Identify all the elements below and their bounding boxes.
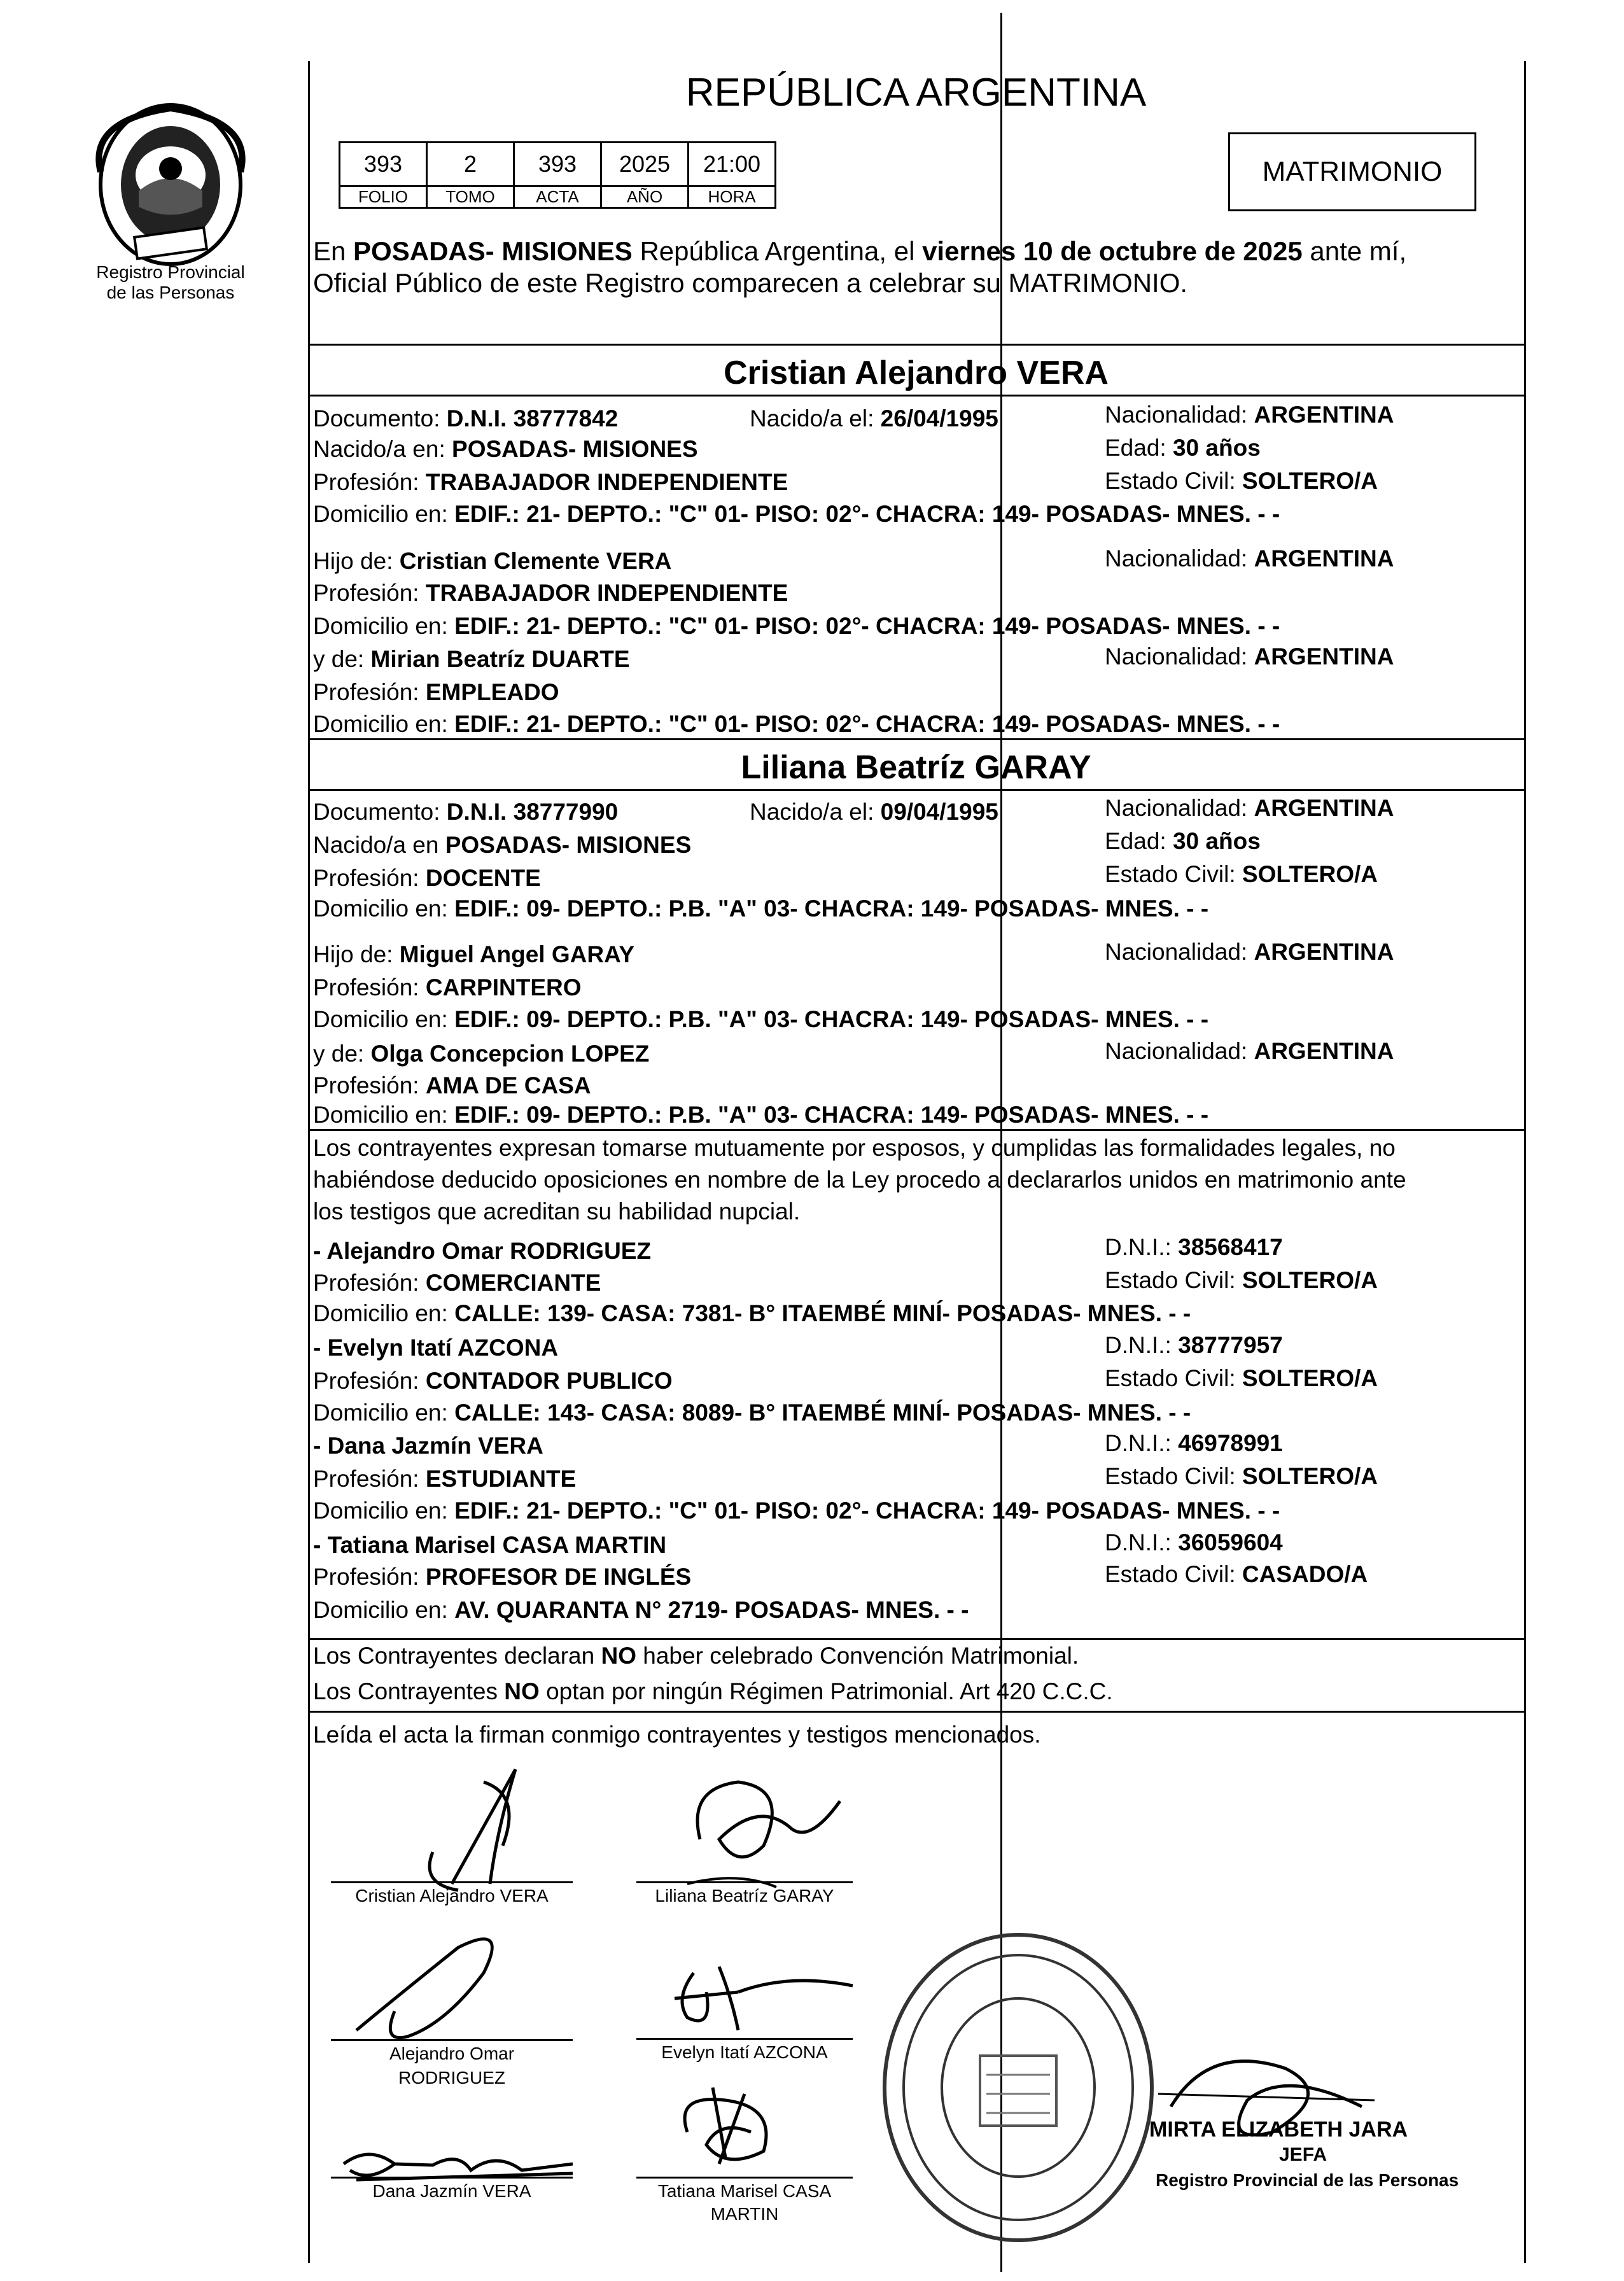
tomo-label: TOMO xyxy=(427,186,514,208)
signature-1-icon xyxy=(356,1757,585,1897)
signature-line xyxy=(636,2038,853,2040)
logo-caption-1: Registro Provincial xyxy=(96,262,245,282)
c1-father-addr: Domicilio en: EDIF.: 21- DEPTO.: "C" 01- PISO: 02°- CHACRA: 149- POSADAS- MNES. - - xyxy=(313,613,1280,639)
divider xyxy=(308,344,1524,346)
c1-father-nat: Nacionalidad: ARGENTINA xyxy=(1105,545,1394,572)
c2-civil: Estado Civil: SOLTERO/A xyxy=(1105,861,1378,887)
witness-dni: D.N.I.: 38568417 xyxy=(1105,1234,1283,1260)
c1-mother-prof: Profesión: EMPLEADO xyxy=(313,679,559,705)
witness-addr: Domicilio en: CALLE: 143- CASA: 8089- B° ITAEMBÉ MINÍ- POSADAS- MNES. - - xyxy=(313,1400,1191,1426)
anio-value: 2025 xyxy=(601,143,689,186)
doc-type-box: MATRIMONIO xyxy=(1228,132,1476,211)
c1-mother-addr: Domicilio en: EDIF.: 21- DEPTO.: "C" 01- PISO: 02°- CHACRA: 149- POSADAS- MNES. - - xyxy=(313,711,1280,737)
witness-dni: D.N.I.: 36059604 xyxy=(1105,1529,1283,1555)
signature-5-name: Dana Jazmín VERA xyxy=(372,2181,531,2201)
c2-prof: Profesión: DOCENTE xyxy=(313,865,541,891)
c1-nat: Nacionalidad: ARGENTINA xyxy=(1105,402,1394,428)
signature-3-icon xyxy=(344,1922,547,2049)
official-name: MIRTA ELIZABETH JARA xyxy=(1149,2117,1408,2142)
witness-prof: Profesión: COMERCIANTE xyxy=(313,1270,601,1296)
misiones-seal-icon xyxy=(75,95,266,267)
c2-mother: y de: Olga Concepcion LOPEZ xyxy=(313,1041,650,1067)
declaration-line-2: habiéndose deducido oposiciones en nombre de la Ley procedo a declararlos unidos en matrimonio ante xyxy=(313,1167,1406,1193)
witness-name: - Evelyn Itatí AZCONA xyxy=(313,1335,559,1361)
c2-doc: Documento: D.N.I. 38777990 xyxy=(313,799,619,825)
c1-doc: Documento: D.N.I. 38777842 xyxy=(313,405,619,432)
witness-name: - Dana Jazmín VERA xyxy=(313,1433,543,1459)
tomo-value: 2 xyxy=(427,143,514,186)
hora-value: 21:00 xyxy=(689,143,776,186)
witness-civil: Estado Civil: SOLTERO/A xyxy=(1105,1267,1378,1293)
patrimonial-line-2: Los Contrayentes NO optan por ningún Régimen Patrimonial. Art 420 C.C.C. xyxy=(313,1678,1113,1704)
witness-prof: Profesión: CONTADOR PUBLICO xyxy=(313,1368,673,1394)
signature-3-name-2: RODRIGUEZ xyxy=(398,2068,505,2088)
signature-6-icon xyxy=(649,2068,827,2177)
signature-4-name: Evelyn Itatí AZCONA xyxy=(661,2042,828,2062)
signature-6-name-1: Tatiana Marisel CASA xyxy=(657,2181,832,2201)
province-logo xyxy=(75,95,266,312)
c1-prof: Profesión: TRABAJADOR INDEPENDIENTE xyxy=(313,469,788,495)
signature-line xyxy=(636,1881,853,1883)
closing-text: Leída el acta la firman conmigo contrayentes y testigos mencionados. xyxy=(313,1722,1041,1748)
c2-addr: Domicilio en: EDIF.: 09- DEPTO.: P.B. "A" 03- CHACRA: 149- POSADAS- MNES. - - xyxy=(313,895,1209,922)
hora-label: HORA xyxy=(689,186,776,208)
acta-label: ACTA xyxy=(514,186,601,208)
c1-place: Nacido/a en: POSADAS- MISIONES xyxy=(313,436,698,462)
c1-age: Edad: 30 años xyxy=(1105,435,1261,461)
divider xyxy=(308,1711,1524,1713)
c2-place: Nacido/a en POSADAS- MISIONES xyxy=(313,832,692,858)
divider xyxy=(308,1638,1524,1640)
witness-civil: Estado Civil: SOLTERO/A xyxy=(1105,1365,1378,1391)
signature-line xyxy=(636,2177,853,2179)
c2-mother-addr: Domicilio en: EDIF.: 09- DEPTO.: P.B. "A" 03- CHACRA: 149- POSADAS- MNES. - - xyxy=(313,1102,1209,1128)
c2-mother-nat: Nacionalidad: ARGENTINA xyxy=(1105,1038,1394,1064)
c1-born: Nacido/a el: 26/04/1995 xyxy=(750,405,998,432)
divider xyxy=(308,738,1524,740)
witness-dni: D.N.I.: 38777957 xyxy=(1105,1332,1283,1358)
witness-prof: Profesión: PROFESOR DE INGLÉS xyxy=(313,1564,692,1590)
c1-civil: Estado Civil: SOLTERO/A xyxy=(1105,468,1378,494)
c2-born: Nacido/a el: 09/04/1995 xyxy=(750,799,998,825)
witness-prof: Profesión: ESTUDIANTE xyxy=(313,1466,577,1492)
anio-label: AÑO xyxy=(601,186,689,208)
c1-father: Hijo de: Cristian Clemente VERA xyxy=(313,548,672,574)
folio-label: FOLIO xyxy=(340,186,427,208)
witness-civil: Estado Civil: CASADO/A xyxy=(1105,1561,1368,1587)
country-title: REPÚBLICA ARGENTINA xyxy=(685,71,1147,115)
contrayente-2-name: Liliana Beatríz GARAY xyxy=(741,749,1091,786)
witness-addr: Domicilio en: CALLE: 139- CASA: 7381- B° ITAEMBÉ MINÍ- POSADAS- MNES. - - xyxy=(313,1300,1191,1326)
c2-father-addr: Domicilio en: EDIF.: 09- DEPTO.: P.B. "A" 03- CHACRA: 149- POSADAS- MNES. - - xyxy=(313,1006,1209,1032)
witness-name: - Tatiana Marisel CASA MARTIN xyxy=(313,1532,667,1558)
c2-father: Hijo de: Miguel Angel GARAY xyxy=(313,941,635,967)
official-title: JEFA xyxy=(1279,2144,1327,2165)
divider xyxy=(308,1129,1524,1131)
signature-line xyxy=(331,1881,573,1883)
acta-value: 393 xyxy=(514,143,601,186)
divider xyxy=(308,789,1524,791)
signature-6-name-2: MARTIN xyxy=(710,2204,779,2224)
signature-2-name: Liliana Beatríz GARAY xyxy=(655,1886,834,1906)
signature-4-icon xyxy=(649,1948,865,2043)
c2-nat: Nacionalidad: ARGENTINA xyxy=(1105,795,1394,821)
signature-1-name: Cristian Alejandro VERA xyxy=(355,1886,549,1906)
patrimonial-line-1: Los Contrayentes declaran NO haber celebrado Convención Matrimonial. xyxy=(313,1643,1079,1669)
declaration-line-1: Los contrayentes expresan tomarse mutuamente por esposos, y cumplidas las formalidades legales, no xyxy=(313,1135,1396,1161)
contrayente-1-name: Cristian Alejandro VERA xyxy=(724,354,1109,391)
witness-dni: D.N.I.: 46978991 xyxy=(1105,1430,1283,1456)
signature-line xyxy=(331,2039,573,2041)
c1-father-prof: Profesión: TRABAJADOR INDEPENDIENTE xyxy=(313,580,788,606)
record-table xyxy=(339,141,776,209)
c1-mother: y de: Mirian Beatríz DUARTE xyxy=(313,646,630,672)
witness-addr: Domicilio en: AV. QUARANTA N° 2719- POSADAS- MNES. - - xyxy=(313,1597,969,1623)
official-stamp-icon xyxy=(872,1922,1165,2253)
c1-addr: Domicilio en: EDIF.: 21- DEPTO.: "C" 01- PISO: 02°- CHACRA: 149- POSADAS- MNES. - - xyxy=(313,501,1280,527)
declaration-line-3: los testigos que acreditan su habilidad nupcial. xyxy=(313,1198,801,1225)
witness-addr: Domicilio en: EDIF.: 21- DEPTO.: "C" 01- PISO: 02°- CHACRA: 149- POSADAS- MNES. - - xyxy=(313,1498,1280,1524)
c1-mother-nat: Nacionalidad: ARGENTINA xyxy=(1105,643,1394,670)
c2-father-nat: Nacionalidad: ARGENTINA xyxy=(1105,939,1394,965)
intro-line-2: Oficial Público de este Registro comparecen a celebrar su MATRIMONIO. xyxy=(313,268,1188,298)
signature-3-name-1: Alejandro Omar xyxy=(389,2044,515,2063)
logo-caption-2: de las Personas xyxy=(106,283,235,302)
official-office: Registro Provincial de las Personas xyxy=(1156,2170,1459,2190)
folio-value: 393 xyxy=(340,143,427,186)
c2-father-prof: Profesión: CARPINTERO xyxy=(313,974,582,1000)
c2-age: Edad: 30 años xyxy=(1105,828,1261,854)
intro-line-1: En POSADAS- MISIONES República Argentina, el viernes 10 de octubre de 2025 ante mí, xyxy=(313,236,1407,266)
witness-civil: Estado Civil: SOLTERO/A xyxy=(1105,1463,1378,1489)
c2-mother-prof: Profesión: AMA DE CASA xyxy=(313,1072,591,1098)
signature-line xyxy=(331,2177,573,2179)
divider xyxy=(308,395,1524,397)
witness-name: - Alejandro Omar RODRIGUEZ xyxy=(313,1238,652,1264)
